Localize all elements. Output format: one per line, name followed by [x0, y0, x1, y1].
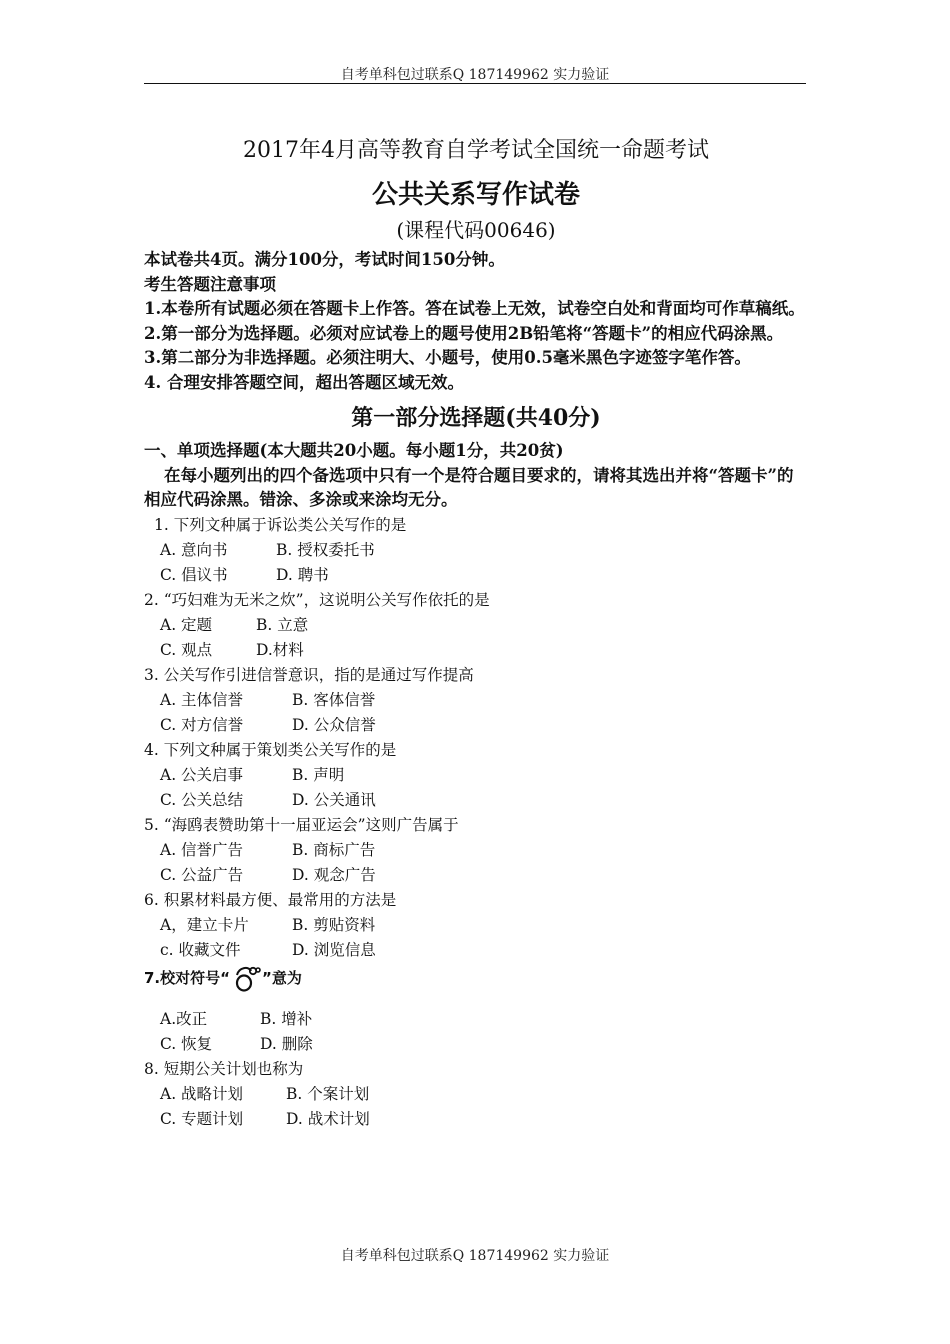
- question-7: [144, 963, 808, 1057]
- note-item: 1.本卷所有试题必须在答题卡上作答。答在试卷上无效，试卷空白处和背面均可作草稿纸。: [144, 299, 805, 318]
- page-header: 自考单科包过联系Q 187149962 实力验证: [340, 67, 610, 83]
- option: B. 商标广告: [292, 840, 376, 859]
- option: A. 公关启事: [160, 765, 244, 784]
- option: D. 浏览信息: [292, 940, 376, 959]
- question-stem: 2. “巧妇难为无米之炊”，这说明公关写作依托的是: [144, 590, 490, 609]
- page-content: [144, 134, 808, 1132]
- question-stem: [144, 963, 808, 1007]
- page-footer: 自考单科包过联系Q 187149962 实力验证: [340, 1248, 610, 1264]
- question-5: [144, 813, 808, 888]
- option: B. 剪贴资料: [292, 915, 376, 934]
- option: C. 专题计划: [160, 1109, 244, 1128]
- question-options: [144, 938, 808, 963]
- question-options: [144, 688, 808, 713]
- question-options: [144, 538, 808, 563]
- part1-title: 第一部分选择题(共40分): [351, 405, 601, 431]
- question-options: [144, 1032, 808, 1057]
- note-item: 4. 合理安排答题空间，超出答题区域无效。: [144, 372, 464, 392]
- option: B. 增补: [260, 1009, 313, 1028]
- option: c. 收藏文件: [160, 940, 241, 959]
- question-stem: 8. 短期公关计划也称为: [144, 1059, 304, 1078]
- notes-title: 考生答题注意事项: [144, 274, 276, 294]
- option: A. 信誉广告: [160, 840, 244, 859]
- exam-title: 2017年4月高等教育自学考试全国统一命题考试: [243, 138, 709, 163]
- question-stem: 1. 下列文种属于诉讼类公关写作的是: [154, 515, 407, 534]
- proofreading-mark-icon: [231, 963, 261, 993]
- option: B. 客体信誉: [292, 690, 376, 709]
- question-options: [144, 563, 808, 588]
- question-1: [144, 513, 808, 588]
- option: A. 主体信誉: [160, 690, 244, 709]
- question-options: [144, 838, 808, 863]
- option: D. 公关通讯: [292, 790, 376, 809]
- option: A. 意向书: [160, 540, 228, 559]
- option: B. 授权委托书: [276, 540, 375, 559]
- question-stem: 4. 下列文种属于策划类公关写作的是: [144, 740, 397, 759]
- question-2: [144, 588, 808, 663]
- question-6: [144, 888, 808, 963]
- question-options: [144, 1082, 808, 1107]
- paper-title: 公共关系写作试卷: [371, 180, 580, 210]
- question-8: [144, 1057, 808, 1132]
- option: B. 个案计划: [286, 1084, 370, 1103]
- option: C. 公益广告: [160, 865, 244, 884]
- question-options: [144, 788, 808, 813]
- question-options: [144, 863, 808, 888]
- question-stem: 5. “海鸥表赞助第十一届亚运会”这则广告属于: [144, 815, 459, 834]
- option: D. 战术计划: [286, 1109, 370, 1128]
- exam-intro: 本试卷共4页。满分100分，考试时间150分钟。: [144, 250, 505, 269]
- question-options: [144, 638, 808, 663]
- question-3: [144, 663, 808, 738]
- option: C. 倡议书: [160, 565, 228, 584]
- section1-heading: 一、单项选择题(本大题共20小题。每小题1分，共20贫): [144, 441, 564, 460]
- section1-instruction: 在每小题列出的四个备选项中只有一个是符合题目要求的，请将其选出并将“答题卡”的相应代码涂黑。错涂、多涂或来涂均无分。: [144, 465, 794, 509]
- header-divider: [144, 83, 806, 84]
- option: C. 对方信誉: [160, 715, 244, 734]
- note-item: 3.第二部分为非选择题。必须注明大、小题号，使用0.5毫米黑色字迹签字笔作答。: [144, 348, 751, 367]
- question-stem-prefix: 7.校对符号“: [144, 968, 230, 987]
- note-item: 2.第一部分为选择题。必须对应试卷上的题号使用2B铅笔将“答题卡”的相应代码涂黑。: [144, 323, 784, 343]
- course-code: (课程代码00646): [396, 218, 556, 242]
- question-options: [144, 1007, 808, 1032]
- question-options: [144, 713, 808, 738]
- option: C. 公关总结: [160, 790, 244, 809]
- option: A. 定题: [160, 615, 213, 634]
- option: C. 观点: [160, 640, 213, 659]
- option: C. 恢复: [160, 1034, 213, 1053]
- question-stem: 6. 积累材料最方便、最常用的方法是: [144, 890, 397, 909]
- option: D. 聘书: [276, 565, 329, 584]
- option: D. 公众信誉: [292, 715, 376, 734]
- option: B. 声明: [292, 765, 345, 784]
- question-options: [144, 763, 808, 788]
- option: B. 立意: [256, 615, 309, 634]
- option: A.改正: [160, 1009, 208, 1028]
- question-options: [144, 913, 808, 938]
- question-4: [144, 738, 808, 813]
- question-stem: 3. 公关写作引进信誉意识，指的是通过写作提高: [144, 665, 474, 684]
- option: A. 战略计划: [160, 1084, 244, 1103]
- option: A，建立卡片: [160, 915, 249, 934]
- option: D.材料: [256, 640, 304, 659]
- option: D. 观念广告: [292, 865, 376, 884]
- question-stem-suffix: ”意为: [262, 968, 302, 987]
- question-options: [144, 1107, 808, 1132]
- option: D. 删除: [260, 1034, 313, 1053]
- question-options: [144, 613, 808, 638]
